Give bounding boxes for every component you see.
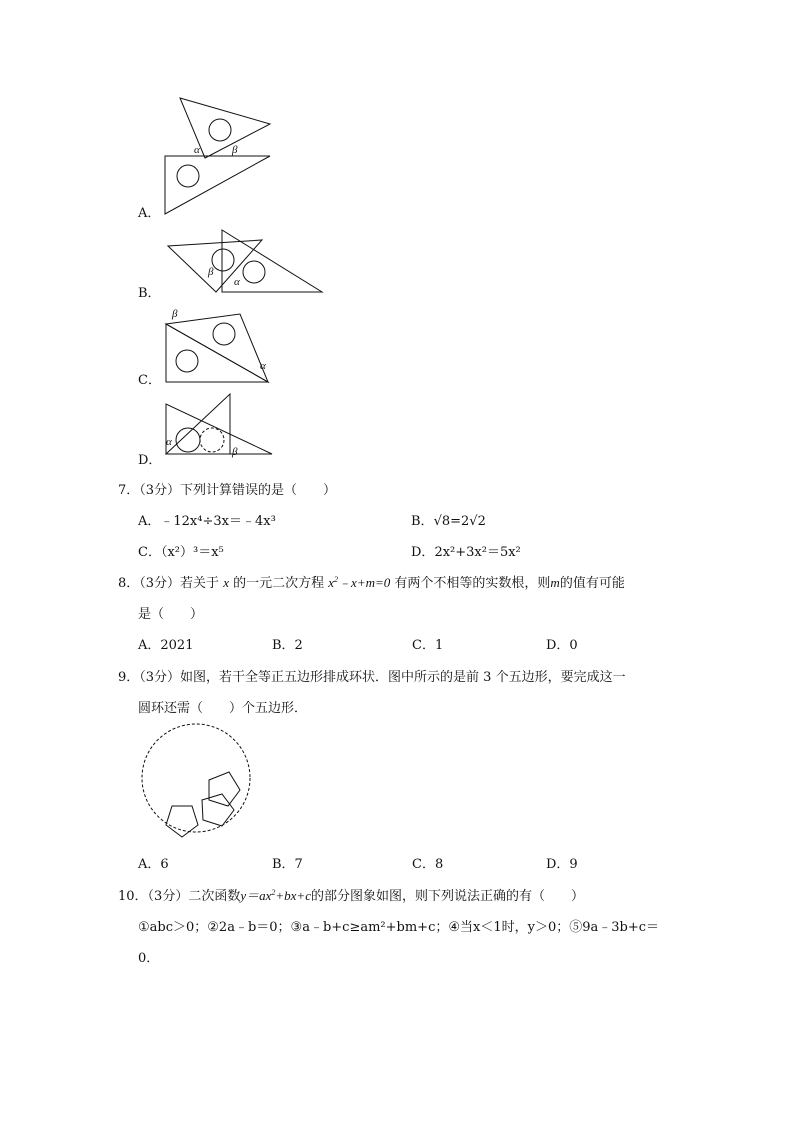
q10-statements-line3: 0． (138, 951, 160, 966)
q8-stem-part2: 的一元二次方程 (233, 576, 325, 591)
q7-option-b-text: √8=2√2 (433, 514, 486, 529)
q6c-alpha-label: α (260, 360, 266, 372)
q8-var-x: x (223, 575, 229, 590)
q7-option-a-text: ﹣12x⁴÷3x＝﹣4x³ (160, 514, 276, 529)
q10-stem-part1: 10．（3分）二次函数 (118, 889, 241, 904)
q9-stem-line1: 9．（3分）如图，若干全等正五边形排成环状．图中所示的是前 3 个五边形，要完成这一 (118, 670, 626, 685)
q6a-alpha-label: α (194, 144, 200, 156)
q8-equation: $x^2﹣x+m=0$ (328, 575, 391, 590)
q9-option-d: D．9 (546, 857, 578, 872)
q7-stem: 7．（3分）下列计算错误的是（ ） (118, 483, 337, 498)
q7-option-d (411, 541, 521, 560)
q9-option-b: B．7 (272, 857, 303, 872)
q6-figure-d (160, 392, 280, 462)
q9-option-a: A．6 (138, 857, 169, 872)
q8-stem-part4: 的值有可能 (559, 576, 625, 591)
q9-pentagon-ring-figure (136, 724, 256, 844)
q7-option-b (411, 510, 486, 529)
q6-figure-c (160, 306, 280, 386)
q6c-beta-label: β (172, 308, 178, 320)
q7-option-c-text: （x²）³＝x⁵ (160, 545, 224, 560)
q8-stem-part3: 有两个不相等的实数根，则 (394, 576, 551, 591)
q9-option-c: C．8 (412, 857, 444, 872)
q7-option-d-label: D． (411, 545, 435, 560)
q6a-beta-label: β (232, 144, 238, 156)
q8-stem (118, 572, 625, 591)
q10-function: $y=ax^2+bx+c$ (240, 888, 311, 903)
q8-stem-part1: 8．（3分）若关于 (118, 576, 220, 591)
q6b-beta-label: β (208, 266, 214, 278)
q7-option-d-text: 2x²+3x²＝5x² (434, 545, 521, 560)
q8-stem-line2: 是（ ） (138, 607, 204, 622)
q8-option-c: C．1 (412, 638, 444, 653)
q10-statements: ①abc＞0；②2a﹣b＝0；③a﹣b+c≥am²+bm+c；④当x＜1时，y＞0；⑤9a﹣3b+c＝ (138, 920, 660, 935)
q6-option-a-label: A． (138, 206, 161, 221)
q6d-beta-label: β (232, 446, 238, 458)
q8-option-b: B．2 (272, 638, 303, 653)
q8-option-d: D．0 (546, 638, 578, 653)
q7-option-a (138, 510, 276, 529)
q6-figure-b (160, 228, 330, 298)
q7-option-c (138, 541, 224, 560)
q6-option-d-label: D． (138, 453, 162, 468)
q8-var-m: m (550, 575, 560, 590)
q6b-alpha-label: α (234, 276, 240, 288)
q7-option-c-label: C． (138, 545, 161, 560)
q7-option-a-label: A． (138, 514, 161, 529)
q6d-alpha-label: α (166, 436, 172, 448)
q10-stem-part2: 的部分图象如图，则下列说法正确的有（ ） (310, 889, 584, 904)
q6-option-c-label: C． (138, 373, 161, 388)
q8-option-a: A．2021 (138, 638, 194, 653)
q10-stem (118, 885, 584, 904)
q6-figure-a (160, 96, 280, 216)
q9-stem-line2: 圆环还需（ ）个五边形． (138, 701, 308, 716)
q7-option-b-label: B． (411, 514, 434, 529)
q6-option-b-label: B． (138, 286, 161, 301)
